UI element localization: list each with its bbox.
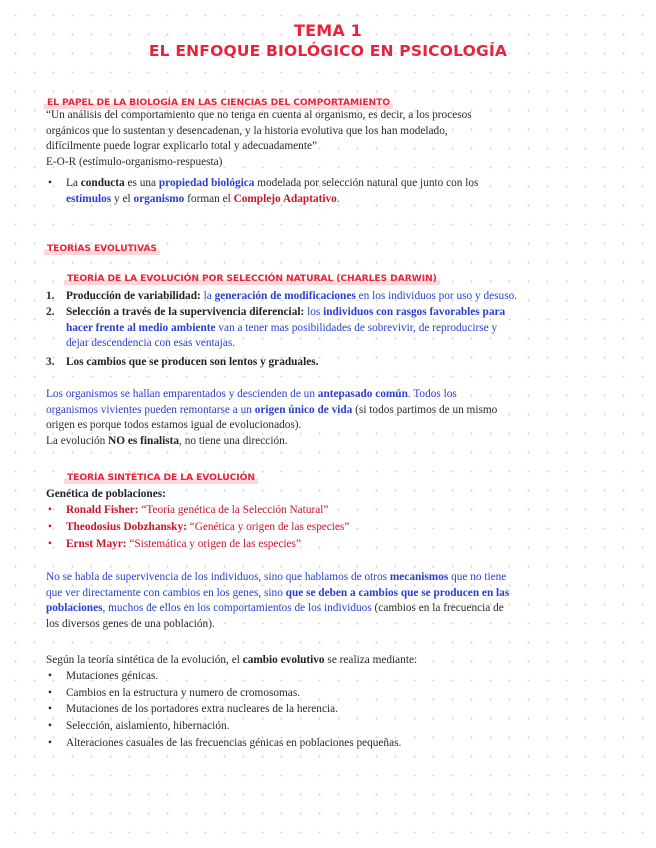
section-heading-teorias: TEORÍAS EVOLUTIVAS [44,241,160,257]
author-item: Theodosius Dobzhansky: “Genética y origen de las especies” [66,521,350,533]
bullet-dot: • [48,703,52,715]
quote-paragraph [46,108,618,170]
bullet-dot: • [48,521,52,533]
darwin-item-1: Producción de variabilidad: la generación de modificaciones en los individuos por uso y desuso. [66,290,518,302]
bullet-dot: • [48,538,52,550]
list-number: 1. [46,290,55,302]
paragraph-cambio-evolutivo: Según la teoría sintética de la evolución, el cambio evolutivo se realiza mediante: [46,654,418,666]
bullet-dot: • [48,177,52,189]
section-heading-biologia: EL PAPEL DE LA BIOLOGÍA EN LAS CIENCIAS DEL COMPORTAMIENTO [44,95,393,111]
darwin-item-2: Selección a través de la supervivencia diferencial: los individuos con rasgos favorables para hacer frente al medio ambiente van a tener mas posibilidades de sobrevivir, de reproducirse y dejar descendencia con esas ventajas. [66,306,506,349]
mechanism-item: Cambios en la estructura y numero de cromosomas. [66,687,301,699]
bullet-dot: • [48,504,52,516]
bullet-dot: • [48,737,52,749]
quote-line: “Un análisis del comportamiento que no tenga en cuenta al organismo, es decir, a los procesos [46,109,472,121]
mechanism-item: Mutaciones génicas. [66,670,159,682]
mechanism-item: Selección, aislamiento, hibernación. [66,720,230,732]
title-line-1: TEMA 1 [293,21,363,40]
quote-line: difícilmente puede lograr explicarlo total y adecuadamente” [46,140,317,152]
mechanism-item: Mutaciones de los portadores extra nucleares de la herencia. [66,703,338,715]
title-line-2: EL ENFOQUE BIOLÓGICO EN PSICOLOGÍA [148,42,508,60]
subheading-darwin: TEORÍA DE LA EVOLUCIÓN POR SELECCIÓN NATURAL (CHARLES DARWIN) [64,271,440,287]
author-item: Ernst Mayr: “Sistemática y origen de las especies” [66,538,301,550]
bullet-dot: • [48,720,52,732]
bullet-dot: • [48,670,52,682]
bullet-dot: • [48,687,52,699]
mechanism-item: Alteraciones casuales de las frecuencias génicas en poblaciones pequeñas. [66,737,402,749]
subheading-sintetica: TEORÍA SINTÉTICA DE LA EVOLUCIÓN [64,470,258,486]
quote-line: orgánicos que lo sustentan y desencadenan, y la historia evolutiva que los han modelado, [46,124,448,137]
darwin-item-3: Los cambios que se producen son lentos y graduales. [66,356,319,368]
list-number: 3. [46,356,55,368]
paragraph-antepasado: Los organismos se hallan emparentados y descienden de un antepasado común. Todos los organismos vivientes pueden remontarse a un origen único de vida (si todos partimos de un mismo origen es porque todos estamos igual de evolucionados). La evolución NO es finalista, no tiene una dirección. [46,388,498,447]
genetica-poblaciones: Genética de poblaciones: [46,488,166,500]
paragraph-mecanismos: No se habla de supervivencia de los individuos, sino que hablamos de otros mecanismos que no tiene que ver directamente con cambios en los genes, sino que se deben a cambios que se producen en las poblaciones, muchos de ellos en los comportamientos de los individuos (cambios en la frecuencia de los diversos genes de una población). [46,571,510,630]
bullet-conducta: La conducta es una propiedad biológica modelada por selección natural que junto con los estímulos y el organismo forman el Complejo Adaptativo. [66,177,479,205]
eor-line: E-O-R (estímulo-organismo-respuesta) [46,155,223,168]
list-number: 2. [46,306,55,318]
author-item: Ronald Fisher: “Teoría genética de la Selección Natural” [66,504,329,516]
